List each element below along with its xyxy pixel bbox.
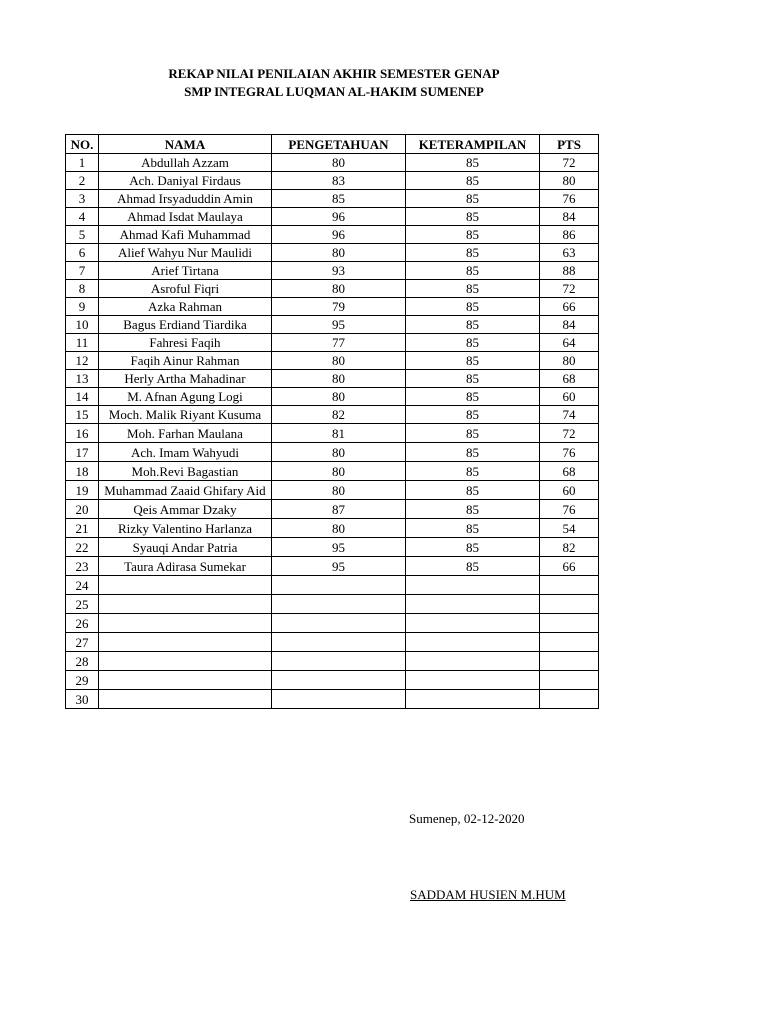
cell-keterampilan [406, 690, 540, 709]
cell-keterampilan: 85 [406, 481, 540, 500]
cell-no: 10 [66, 316, 99, 334]
table-row [66, 334, 599, 352]
cell-no: 7 [66, 262, 99, 280]
cell-keterampilan: 85 [406, 316, 540, 334]
cell-nama: Faqih Ainur Rahman [99, 352, 272, 370]
cell-pts: 76 [540, 190, 599, 208]
cell-no: 14 [66, 388, 99, 406]
cell-keterampilan [406, 633, 540, 652]
cell-no: 3 [66, 190, 99, 208]
cell-pengetahuan [272, 671, 406, 690]
cell-keterampilan: 85 [406, 424, 540, 443]
cell-nama: Ahmad Kafi Muhammad [99, 226, 272, 244]
cell-keterampilan: 85 [406, 334, 540, 352]
cell-pengetahuan [272, 690, 406, 709]
cell-nama: Bagus Erdiand Tiardika [99, 316, 272, 334]
cell-pts: 63 [540, 244, 599, 262]
cell-pts: 72 [540, 280, 599, 298]
cell-pts [540, 690, 599, 709]
cell-pengetahuan: 95 [272, 557, 406, 576]
cell-keterampilan: 85 [406, 298, 540, 316]
cell-keterampilan: 85 [406, 538, 540, 557]
cell-pts: 60 [540, 388, 599, 406]
table-row [66, 172, 599, 190]
cell-pts: 86 [540, 226, 599, 244]
cell-no: 22 [66, 538, 99, 557]
table-row [66, 406, 599, 424]
document-title: REKAP NILAI PENILAIAN AKHIR SEMESTER GENAP [168, 66, 500, 81]
cell-pengetahuan [272, 614, 406, 633]
cell-pengetahuan: 83 [272, 172, 406, 190]
cell-no: 23 [66, 557, 99, 576]
cell-nama: Alief Wahyu Nur Maulidi [99, 244, 272, 262]
cell-pengetahuan: 80 [272, 370, 406, 388]
cell-keterampilan: 85 [406, 500, 540, 519]
cell-pts: 76 [540, 500, 599, 519]
cell-no: 11 [66, 334, 99, 352]
cell-pengetahuan [272, 576, 406, 595]
table-row [66, 443, 599, 462]
cell-pts: 88 [540, 262, 599, 280]
cell-no: 30 [66, 690, 99, 709]
cell-nama: Fahresi Faqih [99, 334, 272, 352]
signer-name: SADDAM HUSIEN M.HUM [410, 887, 566, 902]
cell-nama: Moh.Revi Bagastian [99, 462, 272, 481]
cell-pengetahuan: 80 [272, 352, 406, 370]
cell-pengetahuan: 87 [272, 500, 406, 519]
table-row [66, 538, 599, 557]
cell-pts: 68 [540, 462, 599, 481]
cell-pengetahuan: 80 [272, 481, 406, 500]
cell-pengetahuan: 96 [272, 208, 406, 226]
cell-keterampilan: 85 [406, 370, 540, 388]
cell-pengetahuan [272, 633, 406, 652]
grades-table [65, 134, 599, 709]
cell-nama: Arief Tirtana [99, 262, 272, 280]
cell-nama: Asroful Fiqri [99, 280, 272, 298]
cell-keterampilan: 85 [406, 208, 540, 226]
cell-pts: 80 [540, 352, 599, 370]
cell-keterampilan [406, 595, 540, 614]
table-row [66, 595, 599, 614]
cell-keterampilan: 85 [406, 190, 540, 208]
cell-pts: 64 [540, 334, 599, 352]
cell-pengetahuan: 80 [272, 244, 406, 262]
cell-keterampilan: 85 [406, 244, 540, 262]
cell-no: 5 [66, 226, 99, 244]
cell-keterampilan: 85 [406, 557, 540, 576]
cell-pts: 72 [540, 154, 599, 172]
table-row [66, 370, 599, 388]
table-row [66, 500, 599, 519]
table-row [66, 388, 599, 406]
cell-nama: Taura Adirasa Sumekar [99, 557, 272, 576]
table-row [66, 557, 599, 576]
cell-no: 24 [66, 576, 99, 595]
cell-pengetahuan [272, 595, 406, 614]
cell-nama [99, 652, 272, 671]
cell-nama: Ach. Daniyal Firdaus [99, 172, 272, 190]
cell-pengetahuan: 80 [272, 154, 406, 172]
cell-pengetahuan: 96 [272, 226, 406, 244]
cell-no: 26 [66, 614, 99, 633]
cell-pts [540, 652, 599, 671]
cell-nama: Abdullah Azzam [99, 154, 272, 172]
cell-no: 21 [66, 519, 99, 538]
cell-keterampilan [406, 576, 540, 595]
table-row [66, 671, 599, 690]
cell-no: 13 [66, 370, 99, 388]
header-nama: NAMA [99, 135, 272, 154]
cell-keterampilan: 85 [406, 262, 540, 280]
table-row [66, 481, 599, 500]
cell-pts: 66 [540, 557, 599, 576]
cell-no: 17 [66, 443, 99, 462]
cell-nama: Syauqi Andar Patria [99, 538, 272, 557]
header-no: NO. [66, 135, 99, 154]
cell-nama: Qeis Ammar Dzaky [99, 500, 272, 519]
cell-nama [99, 595, 272, 614]
cell-pengetahuan: 80 [272, 462, 406, 481]
school-name: SMP INTEGRAL LUQMAN AL-HAKIM SUMENEP [184, 84, 484, 99]
cell-pengetahuan: 79 [272, 298, 406, 316]
cell-nama [99, 690, 272, 709]
cell-pengetahuan [272, 652, 406, 671]
header-pengetahuan: PENGETAHUAN [272, 135, 406, 154]
cell-pts: 60 [540, 481, 599, 500]
cell-keterampilan: 85 [406, 172, 540, 190]
place-date: Sumenep, 02-12-2020 [409, 811, 525, 826]
cell-keterampilan: 85 [406, 154, 540, 172]
table-row [66, 280, 599, 298]
cell-pts: 76 [540, 443, 599, 462]
cell-nama: Rizky Valentino Harlanza [99, 519, 272, 538]
cell-pts: 66 [540, 298, 599, 316]
cell-keterampilan: 85 [406, 406, 540, 424]
cell-pts: 54 [540, 519, 599, 538]
cell-no: 28 [66, 652, 99, 671]
cell-pengetahuan: 80 [272, 280, 406, 298]
cell-pts: 84 [540, 208, 599, 226]
cell-nama: Ach. Imam Wahyudi [99, 443, 272, 462]
cell-no: 20 [66, 500, 99, 519]
table-row [66, 576, 599, 595]
cell-pts: 82 [540, 538, 599, 557]
cell-nama: Moh. Farhan Maulana [99, 424, 272, 443]
cell-no: 15 [66, 406, 99, 424]
cell-no: 25 [66, 595, 99, 614]
cell-keterampilan: 85 [406, 519, 540, 538]
cell-pts: 68 [540, 370, 599, 388]
cell-no: 27 [66, 633, 99, 652]
cell-no: 2 [66, 172, 99, 190]
cell-nama [99, 576, 272, 595]
cell-pts: 80 [540, 172, 599, 190]
table-row [66, 298, 599, 316]
table-row [66, 462, 599, 481]
cell-no: 1 [66, 154, 99, 172]
cell-pts [540, 633, 599, 652]
cell-nama: Azka Rahman [99, 298, 272, 316]
cell-nama: Ahmad Isdat Maulaya [99, 208, 272, 226]
cell-no: 29 [66, 671, 99, 690]
cell-pts [540, 671, 599, 690]
header-pts: PTS [540, 135, 599, 154]
cell-no: 6 [66, 244, 99, 262]
cell-pengetahuan: 80 [272, 388, 406, 406]
cell-pengetahuan: 77 [272, 334, 406, 352]
cell-keterampilan: 85 [406, 226, 540, 244]
cell-pts [540, 576, 599, 595]
cell-keterampilan: 85 [406, 388, 540, 406]
cell-pts [540, 614, 599, 633]
header-keterampilan: KETERAMPILAN [406, 135, 540, 154]
cell-pengetahuan: 95 [272, 316, 406, 334]
cell-nama [99, 633, 272, 652]
cell-pts: 84 [540, 316, 599, 334]
table-row [66, 424, 599, 443]
cell-no: 9 [66, 298, 99, 316]
table-row [66, 226, 599, 244]
cell-pengetahuan: 80 [272, 519, 406, 538]
cell-no: 12 [66, 352, 99, 370]
table-row [66, 208, 599, 226]
cell-pengetahuan: 81 [272, 424, 406, 443]
table-row [66, 154, 599, 172]
cell-no: 18 [66, 462, 99, 481]
table-row [66, 633, 599, 652]
table-row [66, 244, 599, 262]
cell-nama: M. Afnan Agung Logi [99, 388, 272, 406]
table-row [66, 262, 599, 280]
table-row [66, 614, 599, 633]
cell-pengetahuan: 80 [272, 443, 406, 462]
cell-pts [540, 595, 599, 614]
cell-keterampilan: 85 [406, 352, 540, 370]
cell-nama: Moch. Malik Riyant Kusuma [99, 406, 272, 424]
cell-pengetahuan: 95 [272, 538, 406, 557]
cell-keterampilan: 85 [406, 280, 540, 298]
cell-nama: Ahmad Irsyaduddin Amin [99, 190, 272, 208]
table-row [66, 352, 599, 370]
cell-nama [99, 614, 272, 633]
table-header-row [66, 135, 599, 154]
cell-no: 19 [66, 481, 99, 500]
cell-keterampilan: 85 [406, 462, 540, 481]
table-row [66, 190, 599, 208]
cell-pengetahuan: 93 [272, 262, 406, 280]
table-row [66, 690, 599, 709]
cell-no: 8 [66, 280, 99, 298]
cell-keterampilan [406, 671, 540, 690]
cell-pengetahuan: 82 [272, 406, 406, 424]
cell-no: 16 [66, 424, 99, 443]
cell-pts: 72 [540, 424, 599, 443]
cell-keterampilan [406, 614, 540, 633]
table-row [66, 652, 599, 671]
table-row [66, 316, 599, 334]
cell-pengetahuan: 85 [272, 190, 406, 208]
cell-keterampilan: 85 [406, 443, 540, 462]
cell-pts: 74 [540, 406, 599, 424]
cell-nama [99, 671, 272, 690]
table-row [66, 519, 599, 538]
cell-no: 4 [66, 208, 99, 226]
cell-nama: Herly Artha Mahadinar [99, 370, 272, 388]
cell-nama: Muhammad Zaaid Ghifary Aid [99, 481, 272, 500]
cell-keterampilan [406, 652, 540, 671]
